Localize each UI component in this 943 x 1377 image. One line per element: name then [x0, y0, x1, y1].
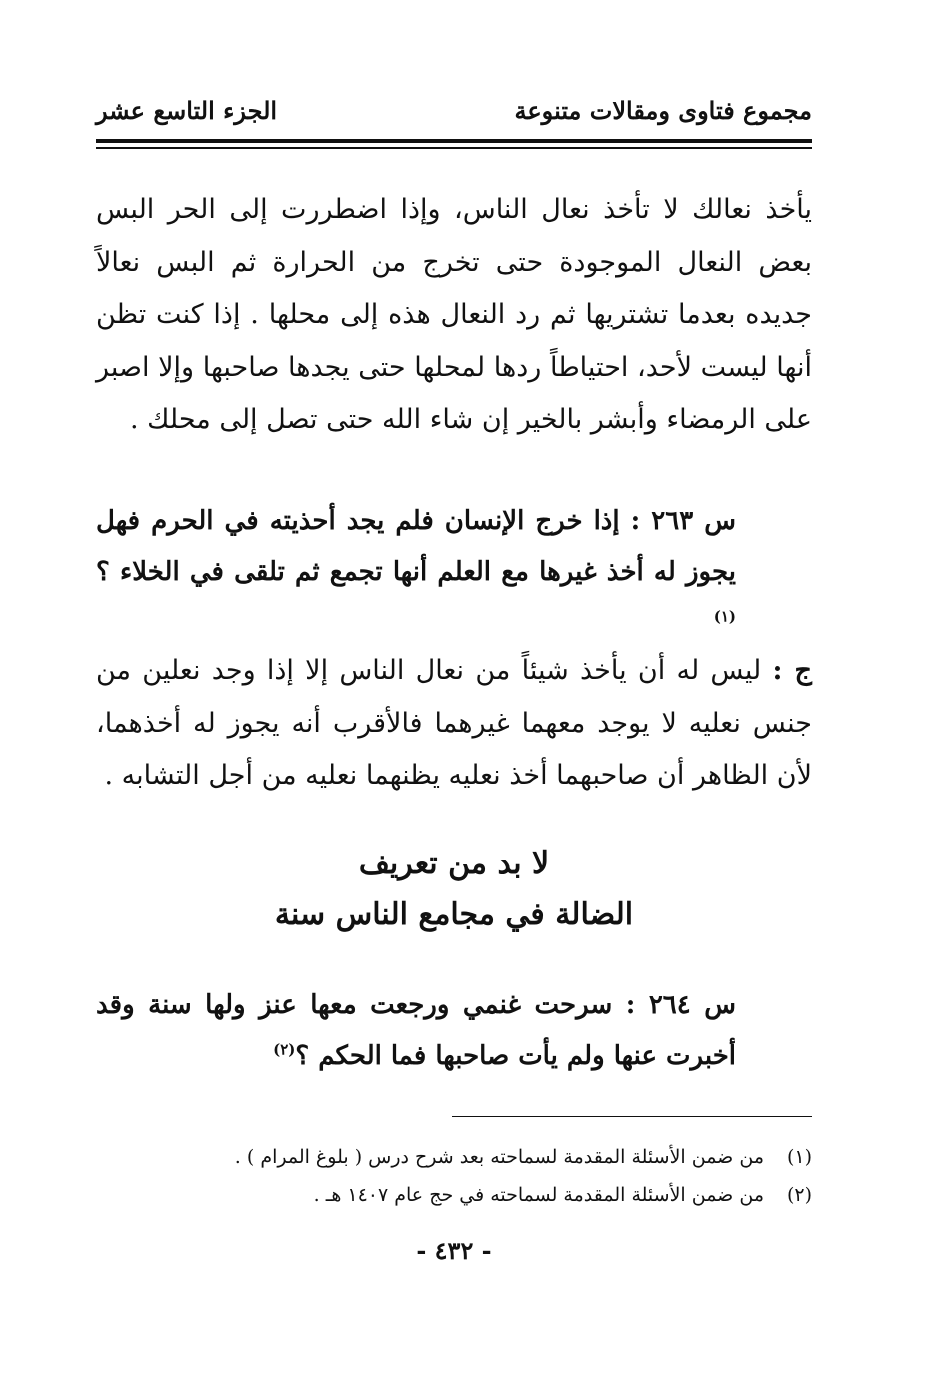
answer-text: ليس له أن يأخذ شيئاً من نعال الناس إلا إذا وجد نعلين من جنس نعليه لا يوجد معهما غيرهما فالأقرب أنه يجوز له أخذهما، لأن الظاهر أن صاحبهما أخذ نعليه يظنهما نعليه من أجل التشابه . [96, 655, 812, 791]
question-label: س ٢٦٣ : [630, 506, 736, 536]
header-rule-thick [96, 139, 812, 143]
footnote-1 [96, 1138, 812, 1176]
answer-263 [96, 645, 812, 803]
question-text: سرحت غنمي ورجعت معها عنز ولها سنة وقد أخبرت عنها ولم يأت صاحبها فما الحكم ؟ [96, 990, 736, 1071]
running-header [96, 96, 812, 136]
page-number: - ٤٣٢ - [416, 1236, 492, 1265]
footnote-2 [96, 1176, 812, 1214]
question-264 [96, 980, 812, 1082]
footnote-text: من ضمن الأسئلة المقدمة لسماحته في حج عام ١٤٠٧ هـ . [313, 1184, 764, 1206]
footnote-marker: (٢) [273, 1040, 296, 1059]
book-title: مجموع فتاوى ومقالات متنوعة [514, 96, 812, 125]
question-label: س ٢٦٤ : [625, 990, 736, 1020]
section-heading-line-2: الضالة في مجامع الناس سنة [274, 897, 634, 932]
volume-label: الجزء التاسع عشر [96, 96, 278, 125]
section-heading-line-1: لا بد من تعريف [358, 846, 550, 881]
question-text: إذا خرج الإنسان فلم يجد أحذيته في الحرم فهل يجوز له أخذ غيرها مع العلم أنها تجمع ثم تلقى في الخلاء ؟ [96, 506, 736, 587]
footnote-number: (٢) [786, 1184, 812, 1206]
footnote-number: (١) [786, 1146, 812, 1168]
paragraph-continuation: يأخذ نعالك لا تأخذ نعال الناس، وإذا اضطررت إلى الحر البس بعض النعال الموجودة حتى تخرج من الحرارة ثم البس نعالاً جديده بعدما تشتريها ثم رد النعال هذه إلى محلها . إذا كنت تظن أنها ليست لأحد، احتياطاً ردها لمحلها حتى يجدها صاحبها وإلا اصبر على الرمضاء وأبشر بالخير إن شاء الله حتى تصل إلى محلك . [96, 194, 812, 435]
footnote-marker: (١) [713, 607, 736, 626]
footnotes [96, 1138, 812, 1214]
header-rule-thin [96, 147, 812, 149]
footnote-separator [452, 1116, 812, 1117]
answer-label: ج : [772, 655, 812, 686]
footnote-text: من ضمن الأسئلة المقدمة لسماحته بعد شرح درس ( بلوغ المرام ) . [234, 1146, 764, 1168]
question-263 [96, 496, 812, 649]
